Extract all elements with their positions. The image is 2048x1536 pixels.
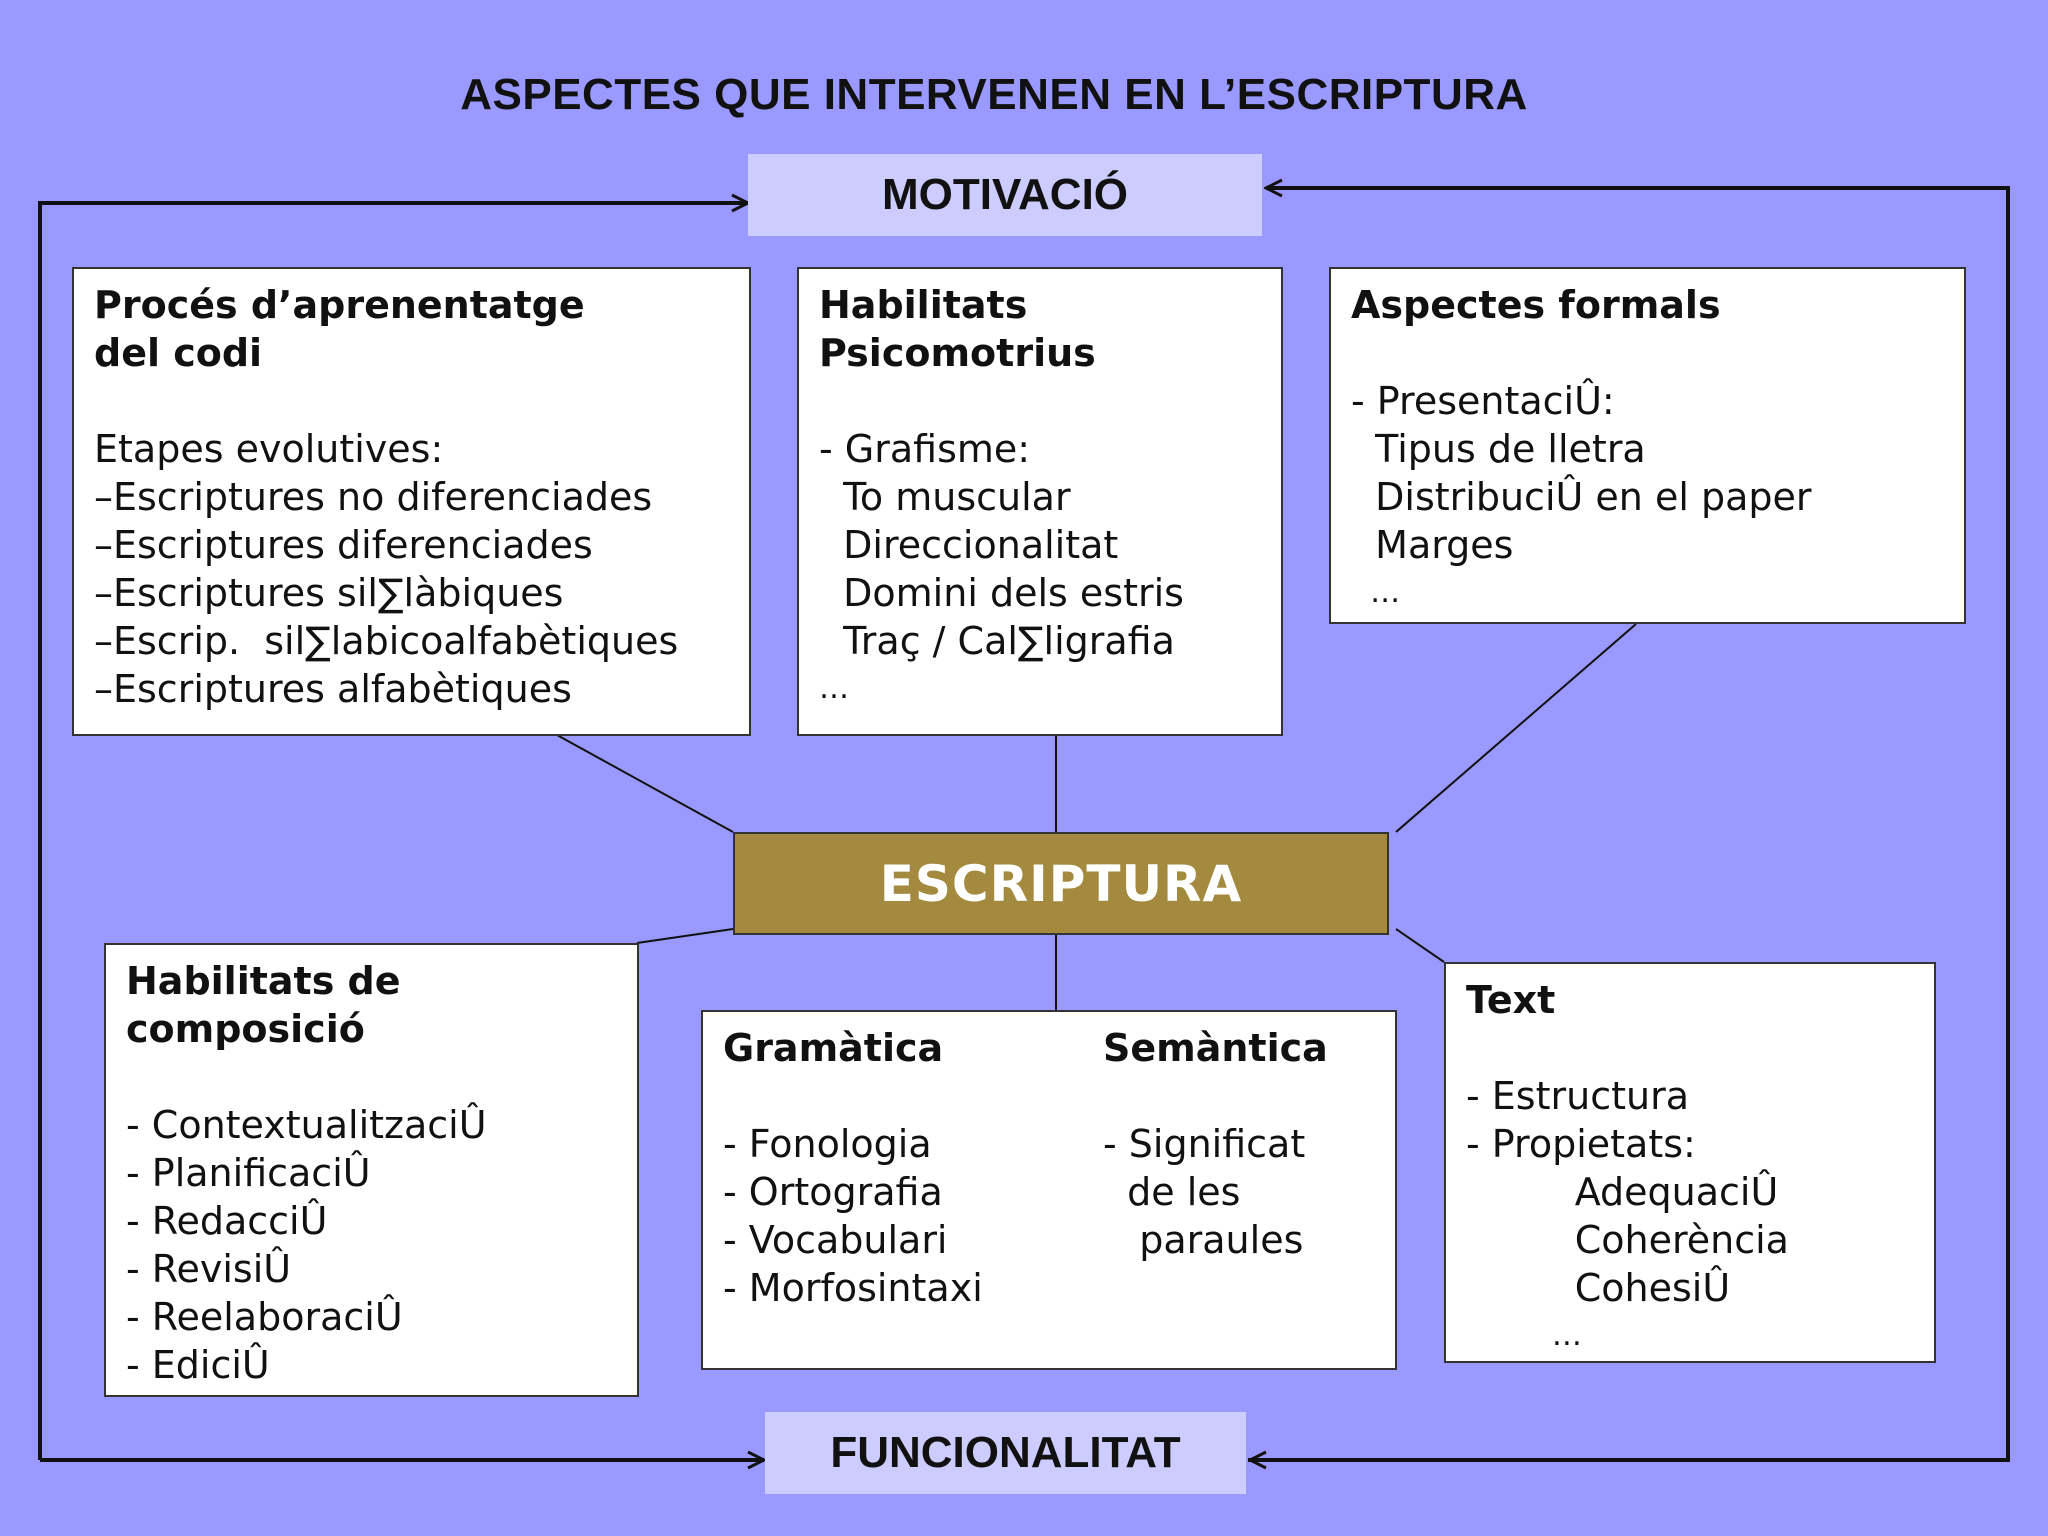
text-line: … <box>1466 1318 1582 1353</box>
proces-aprenentatge-box <box>72 267 751 736</box>
psicomotrius-line: To muscular <box>819 475 1071 519</box>
gramatica-line: - Ortografia <box>723 1170 943 1214</box>
text-box <box>1444 962 1936 1363</box>
formals-line: - PresentaciÛ: <box>1351 379 1615 423</box>
formals-heading: Aspectes formals <box>1351 283 1721 327</box>
connector-text <box>1396 929 1444 962</box>
psicomotrius-box <box>797 267 1283 736</box>
diagram-title: ASPECTES QUE INTERVENEN EN L’ESCRIPTURA <box>460 70 1528 119</box>
psicomotrius-line: Domini dels estris <box>819 571 1184 615</box>
psicomotrius-line: Direccionalitat <box>819 523 1119 567</box>
connector-composicio <box>637 929 733 943</box>
composicio-heading: Habilitats de composició <box>126 959 401 1051</box>
proces-line: –Escriptures no diferenciades <box>94 475 653 519</box>
connector-proces <box>557 735 733 832</box>
gramatica-line: - Morfosintaxi <box>723 1266 983 1310</box>
aspectes-formals-box <box>1329 267 1966 624</box>
composicio-line: - RedacciÛ <box>126 1199 328 1243</box>
proces-line: –Escriptures sil∑làbiques <box>94 571 564 615</box>
formals-line: DistribuciÛ en el paper <box>1351 475 1812 519</box>
proces-line: –Escriptures alfabètiques <box>94 667 572 711</box>
psicomotrius-line: Traç / Cal∑ligrafia <box>819 619 1175 663</box>
semantica-line: de les <box>1103 1170 1241 1214</box>
psicomotrius-line: … <box>819 671 849 706</box>
semantica-heading: Semàntica <box>1103 1026 1328 1070</box>
connector-formals <box>1396 624 1636 832</box>
semantica-line: paraules <box>1103 1218 1304 1262</box>
text-line: AdequaciÛ <box>1466 1170 1779 1214</box>
psicomotrius-heading: Habilitats Psicomotrius <box>819 283 1096 375</box>
proces-line: –Escrip. sil∑labicoalfabètiques <box>94 619 679 663</box>
proces-line: Etapes evolutives: <box>94 427 444 471</box>
formals-line: … <box>1351 575 1401 610</box>
funcionalitat-banner: FUNCIONALITAT <box>765 1412 1246 1494</box>
formals-line: Tipus de lletra <box>1351 427 1646 471</box>
motivacio-banner: MOTIVACIÓ <box>748 154 1262 236</box>
composicio-line: - RevisiÛ <box>126 1247 292 1291</box>
text-heading: Text <box>1466 978 1556 1022</box>
text-line: - Propietats: <box>1466 1122 1696 1166</box>
psicomotrius-line: - Grafisme: <box>819 427 1031 471</box>
text-line: - Estructura <box>1466 1074 1689 1118</box>
text-line: Coherència <box>1466 1218 1789 1262</box>
composicio-box <box>104 943 639 1397</box>
composicio-line: - EdiciÛ <box>126 1343 270 1387</box>
gramatica-semantica-box <box>701 1010 1397 1370</box>
text-line: CohesiÛ <box>1466 1266 1731 1310</box>
proces-line: –Escriptures diferenciades <box>94 523 593 567</box>
gramatica-column <box>723 1024 983 1312</box>
gramatica-line: - Vocabulari <box>723 1218 948 1262</box>
formals-line: Marges <box>1351 523 1514 567</box>
gramatica-line: - Fonologia <box>723 1122 932 1166</box>
proces-heading: Procés d’aprenentatge del codi <box>94 283 585 375</box>
semantica-column <box>1103 1024 1328 1264</box>
gramatica-heading: Gramàtica <box>723 1026 944 1070</box>
escriptura-center-box: ESCRIPTURA <box>733 832 1389 935</box>
composicio-line: - ReelaboraciÛ <box>126 1295 403 1339</box>
semantica-line: - Significat <box>1103 1122 1306 1166</box>
composicio-line: - PlanificaciÛ <box>126 1151 371 1195</box>
composicio-line: - ContextualitzaciÛ <box>126 1103 487 1147</box>
